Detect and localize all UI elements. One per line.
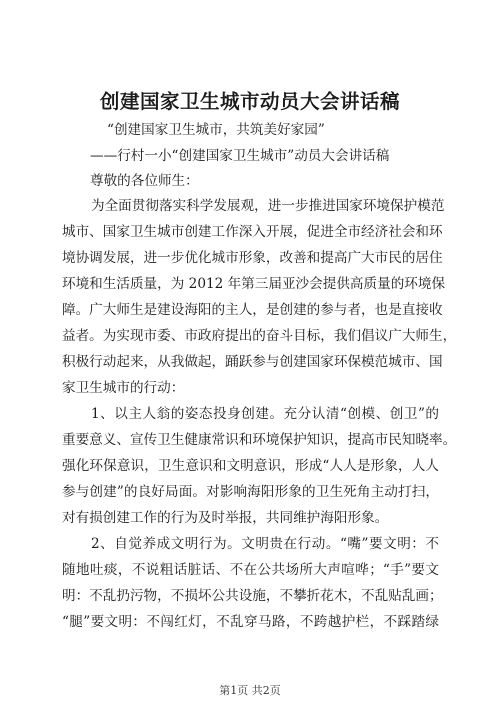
salutation: 尊敬的各位师生： [90,173,199,189]
paragraph-2-line: 参与创建”的良好局面。对影响海阳形象的卫生死角主动打扫， [62,484,439,500]
paragraph-1-line: 境协调发展，进一步优化城市形象，改善和提高广大市民的居住 [62,250,443,266]
subtitle-slogan: “创建国家卫生城市，共筑美好家园” [107,122,325,138]
paragraph-2-line: 对有损创建工作的行为及时举报，共同维护海阳形象。 [62,510,389,526]
document-title: 创建国家卫生城市动员大会讲话稿 [99,90,400,113]
paragraph-3-line: 随地吐痰，不说粗话脏话、不在公共场所大声喧哗；“手”要文 [62,562,439,578]
paragraph-1-line: 积极行动起来，从我做起，踊跃参与创建国家环保模范城市、国 [62,354,443,370]
paragraph-1-line: 障。广大师生是建设海阳的主人，是创建的参与者，也是直接收 [62,302,443,318]
paragraph-1-line: 环境和生活质量，为 2012 年第三届亚沙会提供高质量的环境保 [62,276,446,292]
paragraph-1-line: 为全面贯彻落实科学发展观，进一步推进国家环境保护模范 [91,198,445,214]
paragraph-2-line: 重要意义、宣传卫生健康常识和环境保护知识，提高市民知晓率。 [62,432,457,448]
paragraph-2-line: 强化环保意识，卫生意识和文明意识，形成“人人是形象，人人 [62,458,439,474]
paragraph-3-line: 明：不乱扔污物，不损坏公共设施，不攀折花木，不乱贴乱画； [62,588,443,604]
paragraph-2-line: 1、以主人翁的姿态投身创建。充分认清“创模、创卫”的 [91,406,439,422]
page-number-footer: 第1页 共2页 [219,684,281,697]
paragraph-3-line: “腿”要文明：不闯红灯，不乱穿马路，不跨越护栏，不踩踏绿 [62,614,439,630]
paragraph-1-line: 城市、国家卫生城市创建工作深入开展，促进全市经济社会和环 [62,224,443,240]
subtitle-event: ——行村一小“创建国家卫生城市”动员大会讲话稿 [90,148,390,164]
paragraph-1-line: 益者。为实现市委、市政府提出的奋斗目标，我们倡议广大师生， [62,328,457,344]
paragraph-1-line: 家卫生城市的行动： [62,380,185,396]
paragraph-3-line: 2、自觉养成文明行为。文明贵在行动。“嘴”要文明：不 [91,536,439,552]
